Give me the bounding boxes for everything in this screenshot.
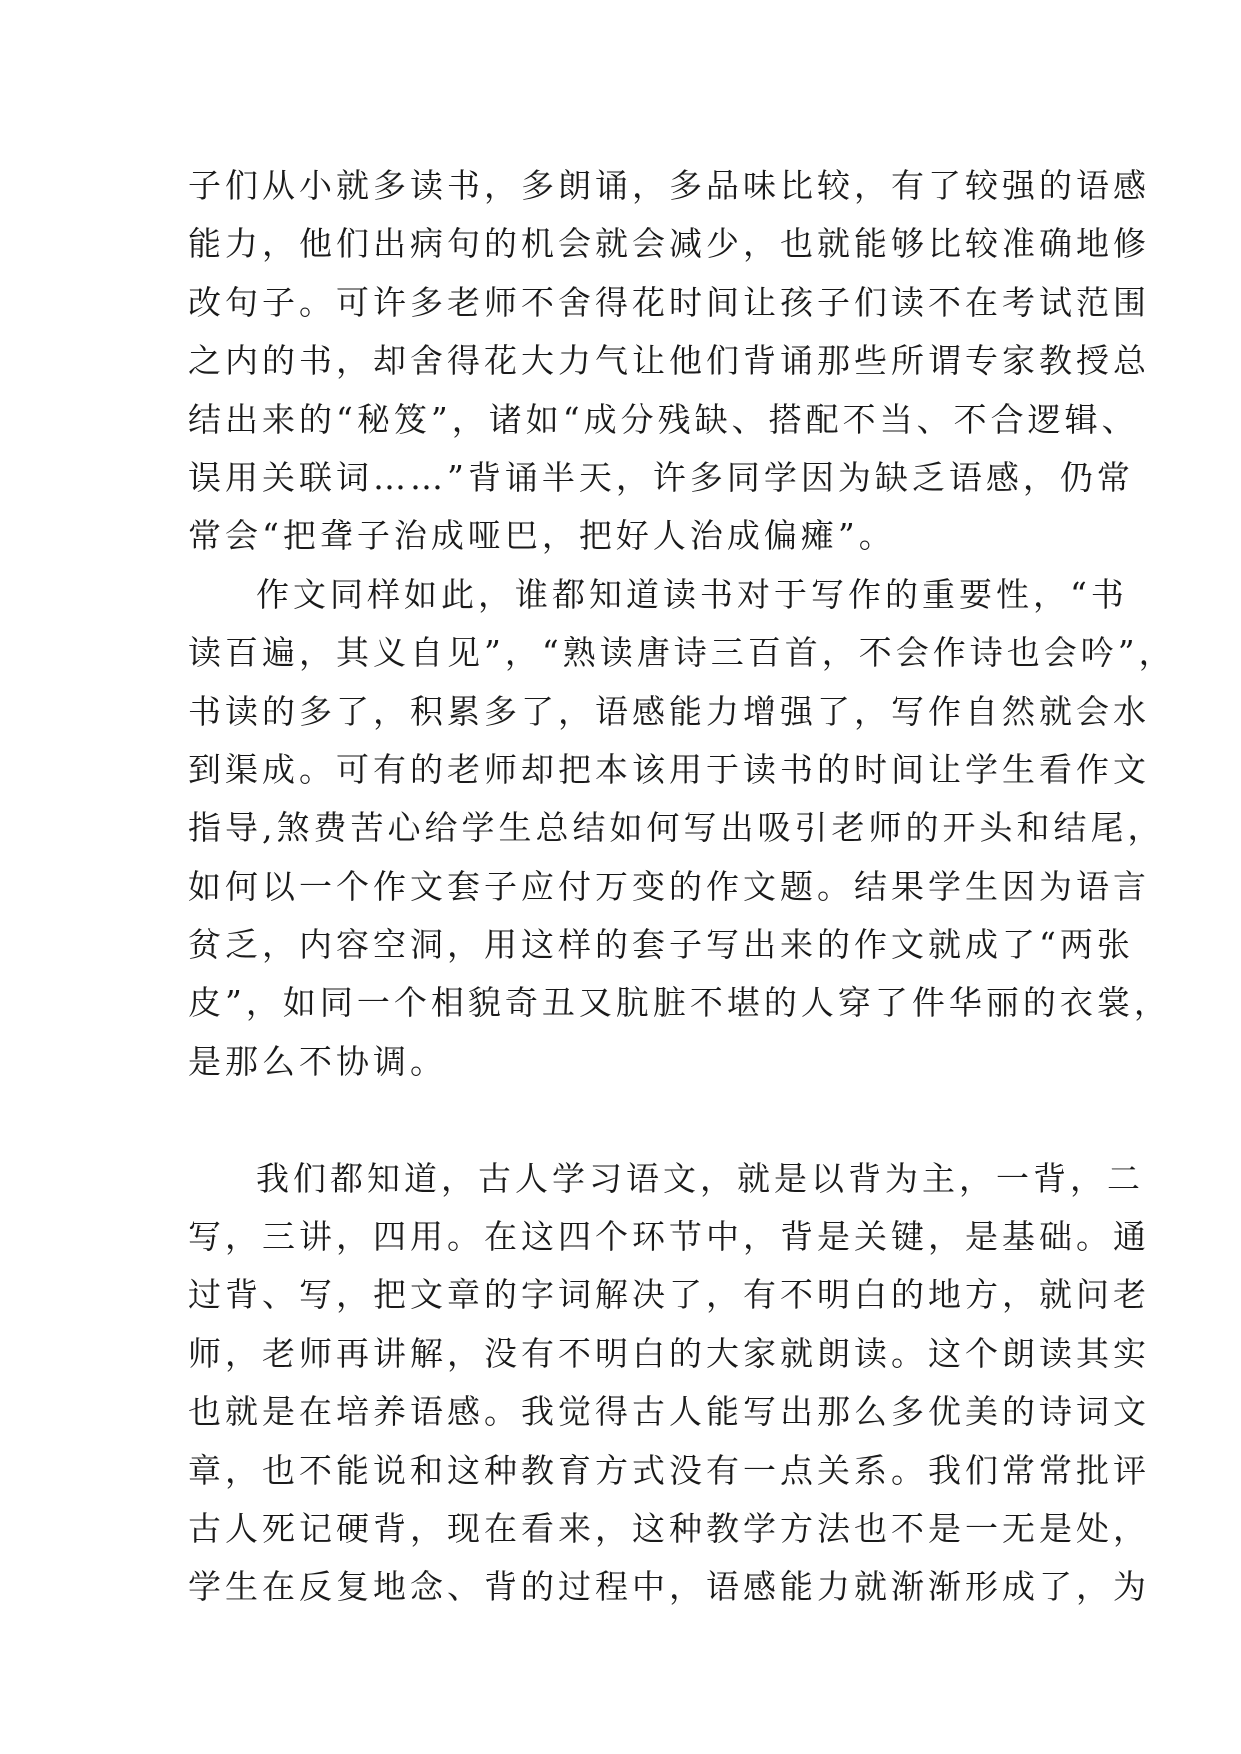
text-line: 师，老师再讲解，没有不明白的大家就朗读。这个朗读其实 bbox=[188, 1333, 1150, 1373]
text-line: 也就是在培养语感。我觉得古人能写出那么多优美的诗词文 bbox=[188, 1392, 1150, 1432]
text-line: 子们从小就多读书，多朗诵，多品味比较，有了较强的语感 bbox=[188, 166, 1150, 205]
paragraph-3 bbox=[188, 1150, 1150, 1617]
text-line: 贫乏，内容空洞，用这样的套子写出来的作文就成了“两张 bbox=[188, 925, 1134, 965]
text-line: 章，也不能说和这种教育方式没有一点关系。我们常常批评 bbox=[188, 1450, 1150, 1490]
paragraph-2 bbox=[188, 566, 1176, 1150]
body-text bbox=[188, 157, 1176, 1617]
text-line: 我们都知道，古人学习语文，就是以背为主，一背，二 bbox=[256, 1158, 1144, 1198]
text-line: 过背、写，把文章的字词解决了，有不明白的地方，就问老 bbox=[188, 1275, 1150, 1315]
text-line: 学生在反复地念、背的过程中，语感能力就渐渐形成了，为 bbox=[188, 1567, 1150, 1607]
text-line: 写，三讲，四用。在这四个环节中，背是关键，是基础。通 bbox=[188, 1217, 1150, 1257]
text-line: 读百遍，其义自见”，“熟读唐诗三百首，不会作诗也会吟”， bbox=[188, 633, 1176, 673]
text-line: 是那么不协调。 bbox=[188, 1041, 447, 1081]
text-line: 改句子。可许多老师不舍得花时间让孩子们读不在考试范围 bbox=[188, 282, 1150, 322]
text-line: 书读的多了，积累多了，语感能力增强了，写作自然就会水 bbox=[188, 691, 1150, 731]
text-line bbox=[188, 1091, 1058, 1149]
text-line: 如何以一个作文套子应付万变的作文题。结果学生因为语言 bbox=[188, 866, 1150, 906]
text-line: 指导,煞费苦心给学生总结如何写出吸引老师的开头和结尾， bbox=[188, 808, 1165, 848]
text-line: 皮”，如同一个相貌奇丑又肮脏不堪的人穿了件华丽的衣裳， bbox=[188, 983, 1171, 1023]
paragraph-1 bbox=[188, 157, 1150, 566]
text-line: 作文同样如此，谁都知道读书对于写作的重要性，“书 bbox=[256, 574, 1128, 614]
text-line: 之内的书，却舍得花大力气让他们背诵那些所谓专家教授总 bbox=[188, 341, 1150, 381]
text-line: 能力，他们出病句的机会就会减少，也就能够比较准确地修 bbox=[188, 224, 1150, 264]
text-line: 古人死记硬背，现在看来，这种教学方法也不是一无是处， bbox=[188, 1508, 1150, 1548]
text-line: 到渠成。可有的老师却把本该用于读书的时间让学生看作文 bbox=[188, 749, 1150, 789]
text-line: 常会“把聋子治成哑巴，把好人治成偏瘫”。 bbox=[188, 516, 896, 556]
text-line: 误用关联词……”背诵半天，许多同学因为缺乏语感，仍常 bbox=[188, 457, 1134, 497]
text-line: 结出来的“秘笈”，诸如“成分残缺、搭配不当、不合逻辑、 bbox=[188, 399, 1139, 439]
